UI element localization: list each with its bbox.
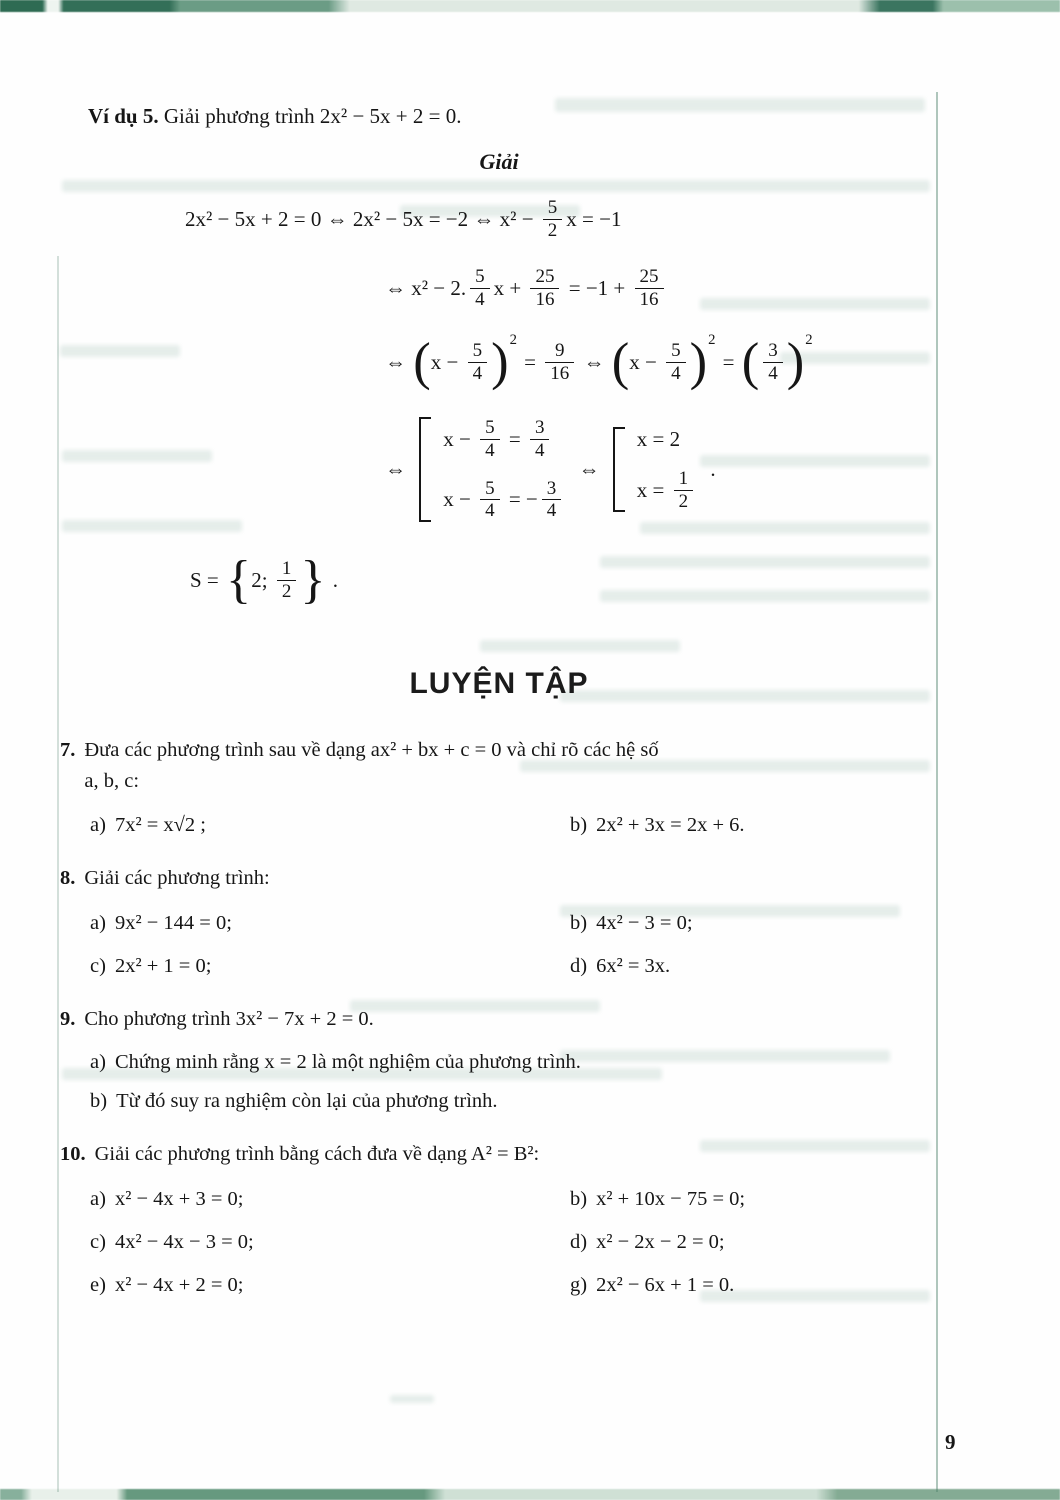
part-label: a) [90, 1050, 106, 1073]
solution-line-1: 2x² − 5x + 2 = 0 ⇔ 2x² − 5x = −2 ⇔ x² − $\frac{5}{2}$ x = −1 [185, 197, 622, 241]
exercise-part [570, 814, 938, 837]
solution-line-5: S = { 2; $\frac{1}{2}$ } . [190, 551, 339, 610]
exercise-part [570, 1231, 938, 1254]
subpart-text: Từ đó suy ra nghiệm còn lại của phương trình. [116, 1089, 498, 1112]
exercise-part [90, 1188, 570, 1211]
practice-heading: LUYỆN TẬP [409, 666, 589, 700]
exercise-subpart [90, 1090, 938, 1113]
scan-top-band [0, 0, 1060, 12]
exercise-text [84, 735, 938, 797]
exercise-text: Giải các phương trình: [84, 867, 270, 890]
example-heading [88, 104, 938, 129]
subpart-text: Chứng minh rằng x = 2 là một nghiệm của phương trình. [114, 1050, 581, 1073]
part-equation: 9x² − 144 = 0; [114, 912, 232, 934]
exercise-8-parts [90, 912, 938, 978]
solution-heading: Giải [479, 149, 519, 174]
exercise-subpart [90, 1051, 938, 1074]
exercise-number: 8. [60, 867, 76, 890]
part-label: b) [570, 912, 588, 934]
page-number: 9 [945, 1430, 956, 1454]
exercise-text: Giải các phương trình bằng cách đưa về dạng A² = B²: [94, 1142, 540, 1165]
exercise-part [90, 1231, 570, 1254]
part-label: e) [90, 1273, 106, 1296]
part-equation: 2x² + 3x = 2x + 6. [596, 814, 745, 837]
solution-line-2: ⇔ x² − 2. $\frac{5}{4}$ x + $\frac{25}{16}$ = −1 + $\frac{25}{16}$ [385, 266, 938, 311]
part-equation: x² − 4x + 2 = 0; [114, 1273, 244, 1296]
exercise-number: 9. [60, 1008, 76, 1030]
solution-line-4: ⇔ x − $\frac{5}{4}$ = $\frac{3}{4}$ x − $\frac{5}{4}$ = − $\frac{3}{4}$ ⇔ x = 2 x = $\frac{1}{2}$ . [385, 416, 716, 522]
exercise-part [90, 814, 570, 837]
exercise-number: 7. [60, 738, 76, 761]
page-content [60, 96, 938, 1297]
exercise-part [570, 1188, 938, 1211]
exercise-text-line: a, b, c: [84, 769, 140, 792]
part-label: a) [90, 814, 106, 837]
part-label: d) [570, 955, 588, 977]
solution-line-3: ⇔ ( x − $\frac{5}{4}$ ) 2 = $\frac{9}{16}$ ⇔ ( x − $\frac{5}{4}$ ) 2 = ( $\frac{3}{4}$ ) 2 [385, 332, 813, 392]
part-label: b) [90, 1089, 108, 1112]
part-equation: 4x² − 4x − 3 = 0; [114, 1230, 254, 1253]
exercise-part [90, 912, 570, 935]
part-equation: x² − 2x − 2 = 0; [596, 1230, 725, 1253]
exercise-text-line: Đưa các phương trình sau về dạng ax² + bx + c = 0 và chỉ rõ các hệ số [84, 738, 659, 761]
exercise-7 [60, 735, 938, 797]
part-equation: 6x² = 3x. [596, 955, 671, 977]
exercise-part [570, 1274, 938, 1297]
part-label: d) [570, 1230, 588, 1253]
exercise-9 [60, 1004, 938, 1035]
exercise-10-parts [90, 1188, 938, 1297]
exercise-8 [60, 863, 938, 894]
part-equation: 2x² − 6x + 1 = 0. [596, 1273, 735, 1296]
part-equation: x² − 4x + 3 = 0; [114, 1187, 244, 1210]
exercise-10 [60, 1139, 938, 1170]
exercise-text: Cho phương trình 3x² − 7x + 2 = 0. [84, 1008, 374, 1030]
scan-margin-line-left [57, 256, 59, 1492]
scan-bottom-band [0, 1489, 1060, 1500]
part-equation: 7x² = x√2 ; [114, 814, 206, 837]
part-label: c) [90, 1230, 106, 1253]
exercise-part [90, 955, 570, 978]
exercise-9-subparts [90, 1051, 938, 1113]
exercise-number: 10. [60, 1142, 86, 1165]
part-label: a) [90, 912, 106, 934]
exercise-part [570, 912, 938, 935]
exercise-7-parts [90, 814, 938, 837]
example-label: Ví dụ 5. [88, 104, 159, 128]
part-label: g) [570, 1273, 588, 1296]
part-equation: 2x² + 1 = 0; [114, 955, 212, 977]
example-intro: Giải phương trình 2x² − 5x + 2 = 0. [163, 104, 462, 128]
exercise-part [570, 955, 938, 978]
part-label: b) [570, 1187, 588, 1210]
bleed-artifact [390, 1395, 434, 1403]
part-equation: 4x² − 3 = 0; [596, 912, 693, 934]
part-equation: x² + 10x − 75 = 0; [596, 1187, 746, 1210]
part-label: b) [570, 814, 588, 837]
exercise-part [90, 1274, 570, 1297]
part-label: a) [90, 1187, 106, 1210]
part-label: c) [90, 955, 106, 977]
